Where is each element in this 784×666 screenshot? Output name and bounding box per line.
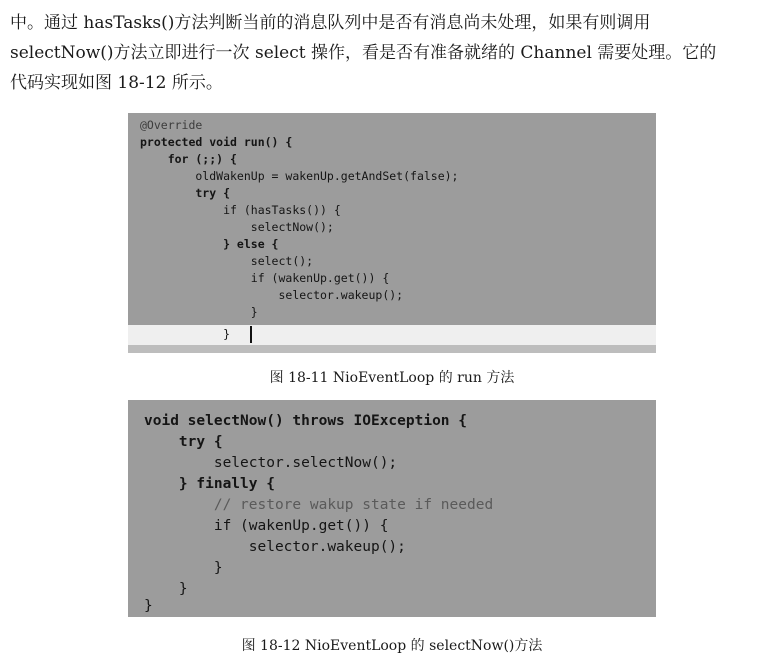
code-line: }	[140, 305, 258, 319]
code-figure-selectnow	[128, 400, 656, 617]
code-line: try {	[144, 434, 223, 450]
text-cursor	[250, 326, 252, 343]
body-paragraph	[10, 8, 778, 98]
paragraph-line: 中。通过 hasTasks()方法判断当前的消息队列中是否有消息尚未处理，如果有则调用	[10, 13, 651, 33]
paragraph-line: 代码实现如图 18-12 所示。	[10, 73, 223, 93]
code-line: select();	[140, 254, 314, 268]
code-line: }	[140, 327, 231, 341]
code-line: @Override	[140, 118, 203, 132]
editor-bottom-band	[128, 345, 656, 353]
figure-caption: 图 18-11 NioEventLoop 的 run 方法	[269, 370, 515, 386]
code-line: if (hasTasks()) {	[140, 203, 341, 217]
code-line: } else {	[140, 237, 279, 251]
code-line: // restore wakup state if needed	[144, 497, 494, 513]
code-line: selector.wakeup();	[140, 288, 404, 302]
paragraph-line: selectNow()方法立即进行一次 select 操作，看是否有准备就绪的 Channel 需要处理。它的	[10, 43, 717, 63]
code-line: oldWakenUp = wakenUp.getAndSet(false);	[140, 169, 459, 183]
code-line: selectNow();	[140, 220, 334, 234]
code-line: void selectNow() throws IOException {	[144, 413, 468, 429]
code-line: try {	[140, 186, 231, 200]
code-line: }	[144, 581, 188, 597]
code-line: selector.wakeup();	[144, 539, 406, 555]
code-line: for (;;) {	[140, 152, 237, 166]
figure-caption: 图 18-12 NioEventLoop 的 selectNow()方法	[241, 638, 543, 654]
code-figure-run	[128, 113, 656, 353]
code-line: protected void run() {	[140, 135, 293, 149]
code-line: }	[144, 560, 223, 576]
code-line: if (wakenUp.get()) {	[140, 271, 390, 285]
code-line: if (wakenUp.get()) {	[144, 518, 389, 534]
code-line: } finally {	[144, 476, 275, 492]
code-line: }	[144, 598, 153, 614]
code-line: selector.selectNow();	[144, 455, 398, 471]
